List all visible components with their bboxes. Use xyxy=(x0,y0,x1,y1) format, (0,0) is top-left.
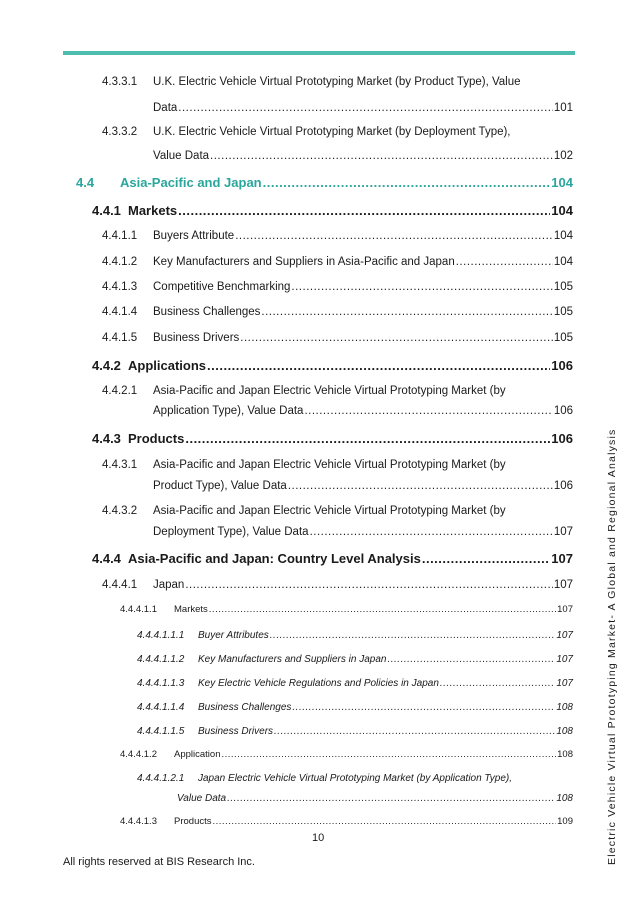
dot-leader xyxy=(304,405,552,417)
toc-page: 105 xyxy=(553,306,573,318)
toc-entry-4-4-4-1-1-5[interactable] xyxy=(137,726,573,737)
toc-title: Data xyxy=(153,102,178,114)
dot-leader xyxy=(291,281,552,293)
toc-entry-4-4-4-1-1-3[interactable] xyxy=(137,678,573,689)
header-accent-bar xyxy=(63,51,575,55)
toc-entry-4-4-4[interactable] xyxy=(92,551,573,566)
toc-entry-4-4-4-1[interactable] xyxy=(102,579,573,591)
toc-title: Asia-Pacific and Japan xyxy=(120,175,262,190)
toc-number: 4.4.2.1 xyxy=(102,385,138,397)
toc-page: 107 xyxy=(553,526,573,538)
toc-page: 106 xyxy=(551,431,573,446)
toc-number: 4.4.4 xyxy=(92,551,121,566)
toc-page: 105 xyxy=(553,332,573,344)
toc-entry-title-line[interactable]: Asia-Pacific and Japan Electric Vehicle Virtual Prototyping Market (by xyxy=(153,505,506,517)
toc-number: 4.4.1.5 xyxy=(102,332,138,344)
toc-number: 4.4.4.1.3 xyxy=(120,816,157,827)
toc-page: 101 xyxy=(553,102,573,114)
dot-leader xyxy=(274,726,555,737)
toc-entry-4-4-1-3[interactable] xyxy=(102,281,573,293)
toc-number: 4.4.4.1 xyxy=(102,579,138,591)
toc-page: 107 xyxy=(556,654,573,665)
dot-leader xyxy=(456,256,553,268)
toc-title: Business Drivers xyxy=(198,726,274,737)
dot-leader xyxy=(288,480,553,492)
toc-title: Products xyxy=(128,431,185,446)
toc-page: 106 xyxy=(553,480,573,492)
toc-number: 4.4.4.1.1.1 xyxy=(137,630,185,641)
toc-number: 4.4.4.1.1.3 xyxy=(137,678,185,689)
toc-entry-4-4-4-1-3[interactable] xyxy=(120,816,573,827)
toc-number: 4.3.3.2 xyxy=(102,126,138,138)
toc-title: Competitive Benchmarking xyxy=(153,281,291,293)
toc-title: Asia-Pacific and Japan: Country Level Analysis xyxy=(128,551,421,566)
toc-entry-4-4-4-1-1-2[interactable] xyxy=(137,654,573,665)
toc-number: 4.4.2 xyxy=(92,358,121,373)
dot-leader xyxy=(207,358,550,373)
toc-page: 104 xyxy=(553,256,573,268)
toc-number: 4.4.4.1.1 xyxy=(120,604,157,615)
dot-leader xyxy=(185,431,550,446)
toc-page: 108 xyxy=(556,793,573,804)
toc-number: 4.4.4.1.1.2 xyxy=(137,654,185,665)
toc-entry-title-line[interactable]: Japan Electric Vehicle Virtual Prototyping Market (by Application Type), xyxy=(198,773,513,784)
toc-number: 4.4.1.4 xyxy=(102,306,138,318)
toc-title: Key Manufacturers and Suppliers in Asia-Pacific and Japan xyxy=(153,256,455,268)
toc-title: Products xyxy=(174,816,212,827)
dot-leader xyxy=(213,816,557,827)
toc-entry-title-line[interactable]: Asia-Pacific and Japan Electric Vehicle Virtual Prototyping Market (by xyxy=(153,459,506,471)
toc-entry-4-4-1-5[interactable] xyxy=(102,332,573,344)
dot-leader xyxy=(440,678,555,689)
side-running-title: Electric Vehicle Virtual Prototyping Market- A Global and Regional Analysis xyxy=(606,428,618,865)
toc-page: 107 xyxy=(557,604,573,615)
dot-leader xyxy=(185,579,552,591)
toc-page: 106 xyxy=(553,405,573,417)
toc-page: 107 xyxy=(556,678,573,689)
toc-title: Product Type), Value Data xyxy=(153,480,287,492)
toc-page: 108 xyxy=(557,749,573,760)
toc-entry-4-4-1-4[interactable] xyxy=(102,306,573,318)
dot-leader xyxy=(178,203,550,218)
dot-leader xyxy=(209,604,556,615)
toc-page: 107 xyxy=(551,551,573,566)
toc-title: Business Drivers xyxy=(153,332,240,344)
toc-entry-4-4-4-1-2[interactable] xyxy=(120,749,573,760)
dot-leader xyxy=(178,102,553,114)
toc-entry-4-4-4-1-1-4[interactable] xyxy=(137,702,573,713)
dot-leader xyxy=(310,526,553,538)
toc-entry-title-line[interactable]: Asia-Pacific and Japan Electric Vehicle Virtual Prototyping Market (by xyxy=(153,385,506,397)
toc-page: 104 xyxy=(553,230,573,242)
toc-entry-4-3-3-1-cont[interactable] xyxy=(153,102,573,114)
toc-title: Japan xyxy=(153,579,185,591)
toc-title: Value Data xyxy=(153,150,210,162)
dot-leader xyxy=(270,630,556,641)
toc-number: 4.4.1.2 xyxy=(102,256,138,268)
toc-page: 108 xyxy=(556,726,573,737)
dot-leader xyxy=(387,654,555,665)
toc-page: 108 xyxy=(556,702,573,713)
dot-leader xyxy=(235,230,553,242)
toc-number: 4.4 xyxy=(76,175,95,190)
toc-title: Value Data xyxy=(177,793,227,804)
toc-number: 4.4.1.1 xyxy=(102,230,138,242)
toc-title: Business Challenges xyxy=(198,702,292,713)
dot-leader xyxy=(292,702,555,713)
toc-entry-4-4-4-1-1-1[interactable] xyxy=(137,630,573,641)
toc-page: 105 xyxy=(553,281,573,293)
toc-number: 4.4.1 xyxy=(92,203,121,218)
toc-title: Key Manufacturers and Suppliers in Japan xyxy=(198,654,387,665)
toc-entry-title-line[interactable]: U.K. Electric Vehicle Virtual Prototyping Market (by Product Type), Value xyxy=(153,76,521,88)
toc-page: 106 xyxy=(551,358,573,373)
toc-page: 107 xyxy=(553,579,573,591)
toc-page: 104 xyxy=(551,175,573,190)
toc-title: Deployment Type), Value Data xyxy=(153,526,309,538)
toc-page: 107 xyxy=(556,630,573,641)
toc-entry-4-4-3[interactable] xyxy=(92,431,573,446)
dot-leader xyxy=(263,175,551,190)
toc-number: 4.4.4.1.1.4 xyxy=(137,702,185,713)
toc-entry-4-4-2[interactable] xyxy=(92,358,573,373)
toc-title: Markets xyxy=(174,604,208,615)
toc-title: Business Challenges xyxy=(153,306,261,318)
footer-copyright: All rights reserved at BIS Research Inc. xyxy=(63,856,255,868)
toc-title: Buyers Attribute xyxy=(153,230,235,242)
dot-leader xyxy=(240,332,553,344)
toc-number: 4.4.4.1.2 xyxy=(120,749,157,760)
toc-entry-4-4-2-1-cont[interactable] xyxy=(153,405,573,417)
dot-leader xyxy=(210,150,553,162)
toc-entry-4-4-1-2[interactable] xyxy=(102,256,573,268)
toc-number: 4.4.4.1.2.1 xyxy=(137,773,185,784)
toc-entry-4-4-4-1-1[interactable] xyxy=(120,604,573,615)
dot-leader xyxy=(261,306,552,318)
toc-entry-4-4-3-1-cont[interactable] xyxy=(153,480,573,492)
toc-entry-title-line[interactable]: U.K. Electric Vehicle Virtual Prototyping Market (by Deployment Type), xyxy=(153,126,511,138)
toc-title: Application Type), Value Data xyxy=(153,405,304,417)
toc-number: 4.4.1.3 xyxy=(102,281,138,293)
page-number: 10 xyxy=(312,832,325,844)
toc-number: 4.4.3.2 xyxy=(102,505,138,517)
toc-entry-4-4-3-2-cont[interactable] xyxy=(153,526,573,538)
toc-title: Key Electric Vehicle Regulations and Policies in Japan xyxy=(198,678,439,689)
toc-entry-4-4[interactable] xyxy=(76,175,573,190)
toc-page: 104 xyxy=(551,203,573,218)
toc-number: 4.4.3.1 xyxy=(102,459,138,471)
toc-page: 109 xyxy=(557,816,573,827)
toc-entry-4-4-4-1-2-1-cont[interactable] xyxy=(177,793,573,804)
toc-number: 4.4.3 xyxy=(92,431,121,446)
toc-entry-4-4-1-1[interactable] xyxy=(102,230,573,242)
toc-title: Applications xyxy=(128,358,207,373)
dot-leader xyxy=(221,749,556,760)
dot-leader xyxy=(422,551,550,566)
toc-title: Application xyxy=(174,749,221,760)
toc-number: 4.3.3.1 xyxy=(102,76,138,88)
toc-title: Markets xyxy=(128,203,178,218)
dot-leader xyxy=(227,793,555,804)
toc-entry-4-4-1[interactable] xyxy=(92,203,573,218)
toc-entry-4-3-3-2-cont[interactable] xyxy=(153,150,573,162)
toc-number: 4.4.4.1.1.5 xyxy=(137,726,185,737)
toc-title: Buyer Attributes xyxy=(198,630,269,641)
toc-page: 102 xyxy=(553,150,573,162)
